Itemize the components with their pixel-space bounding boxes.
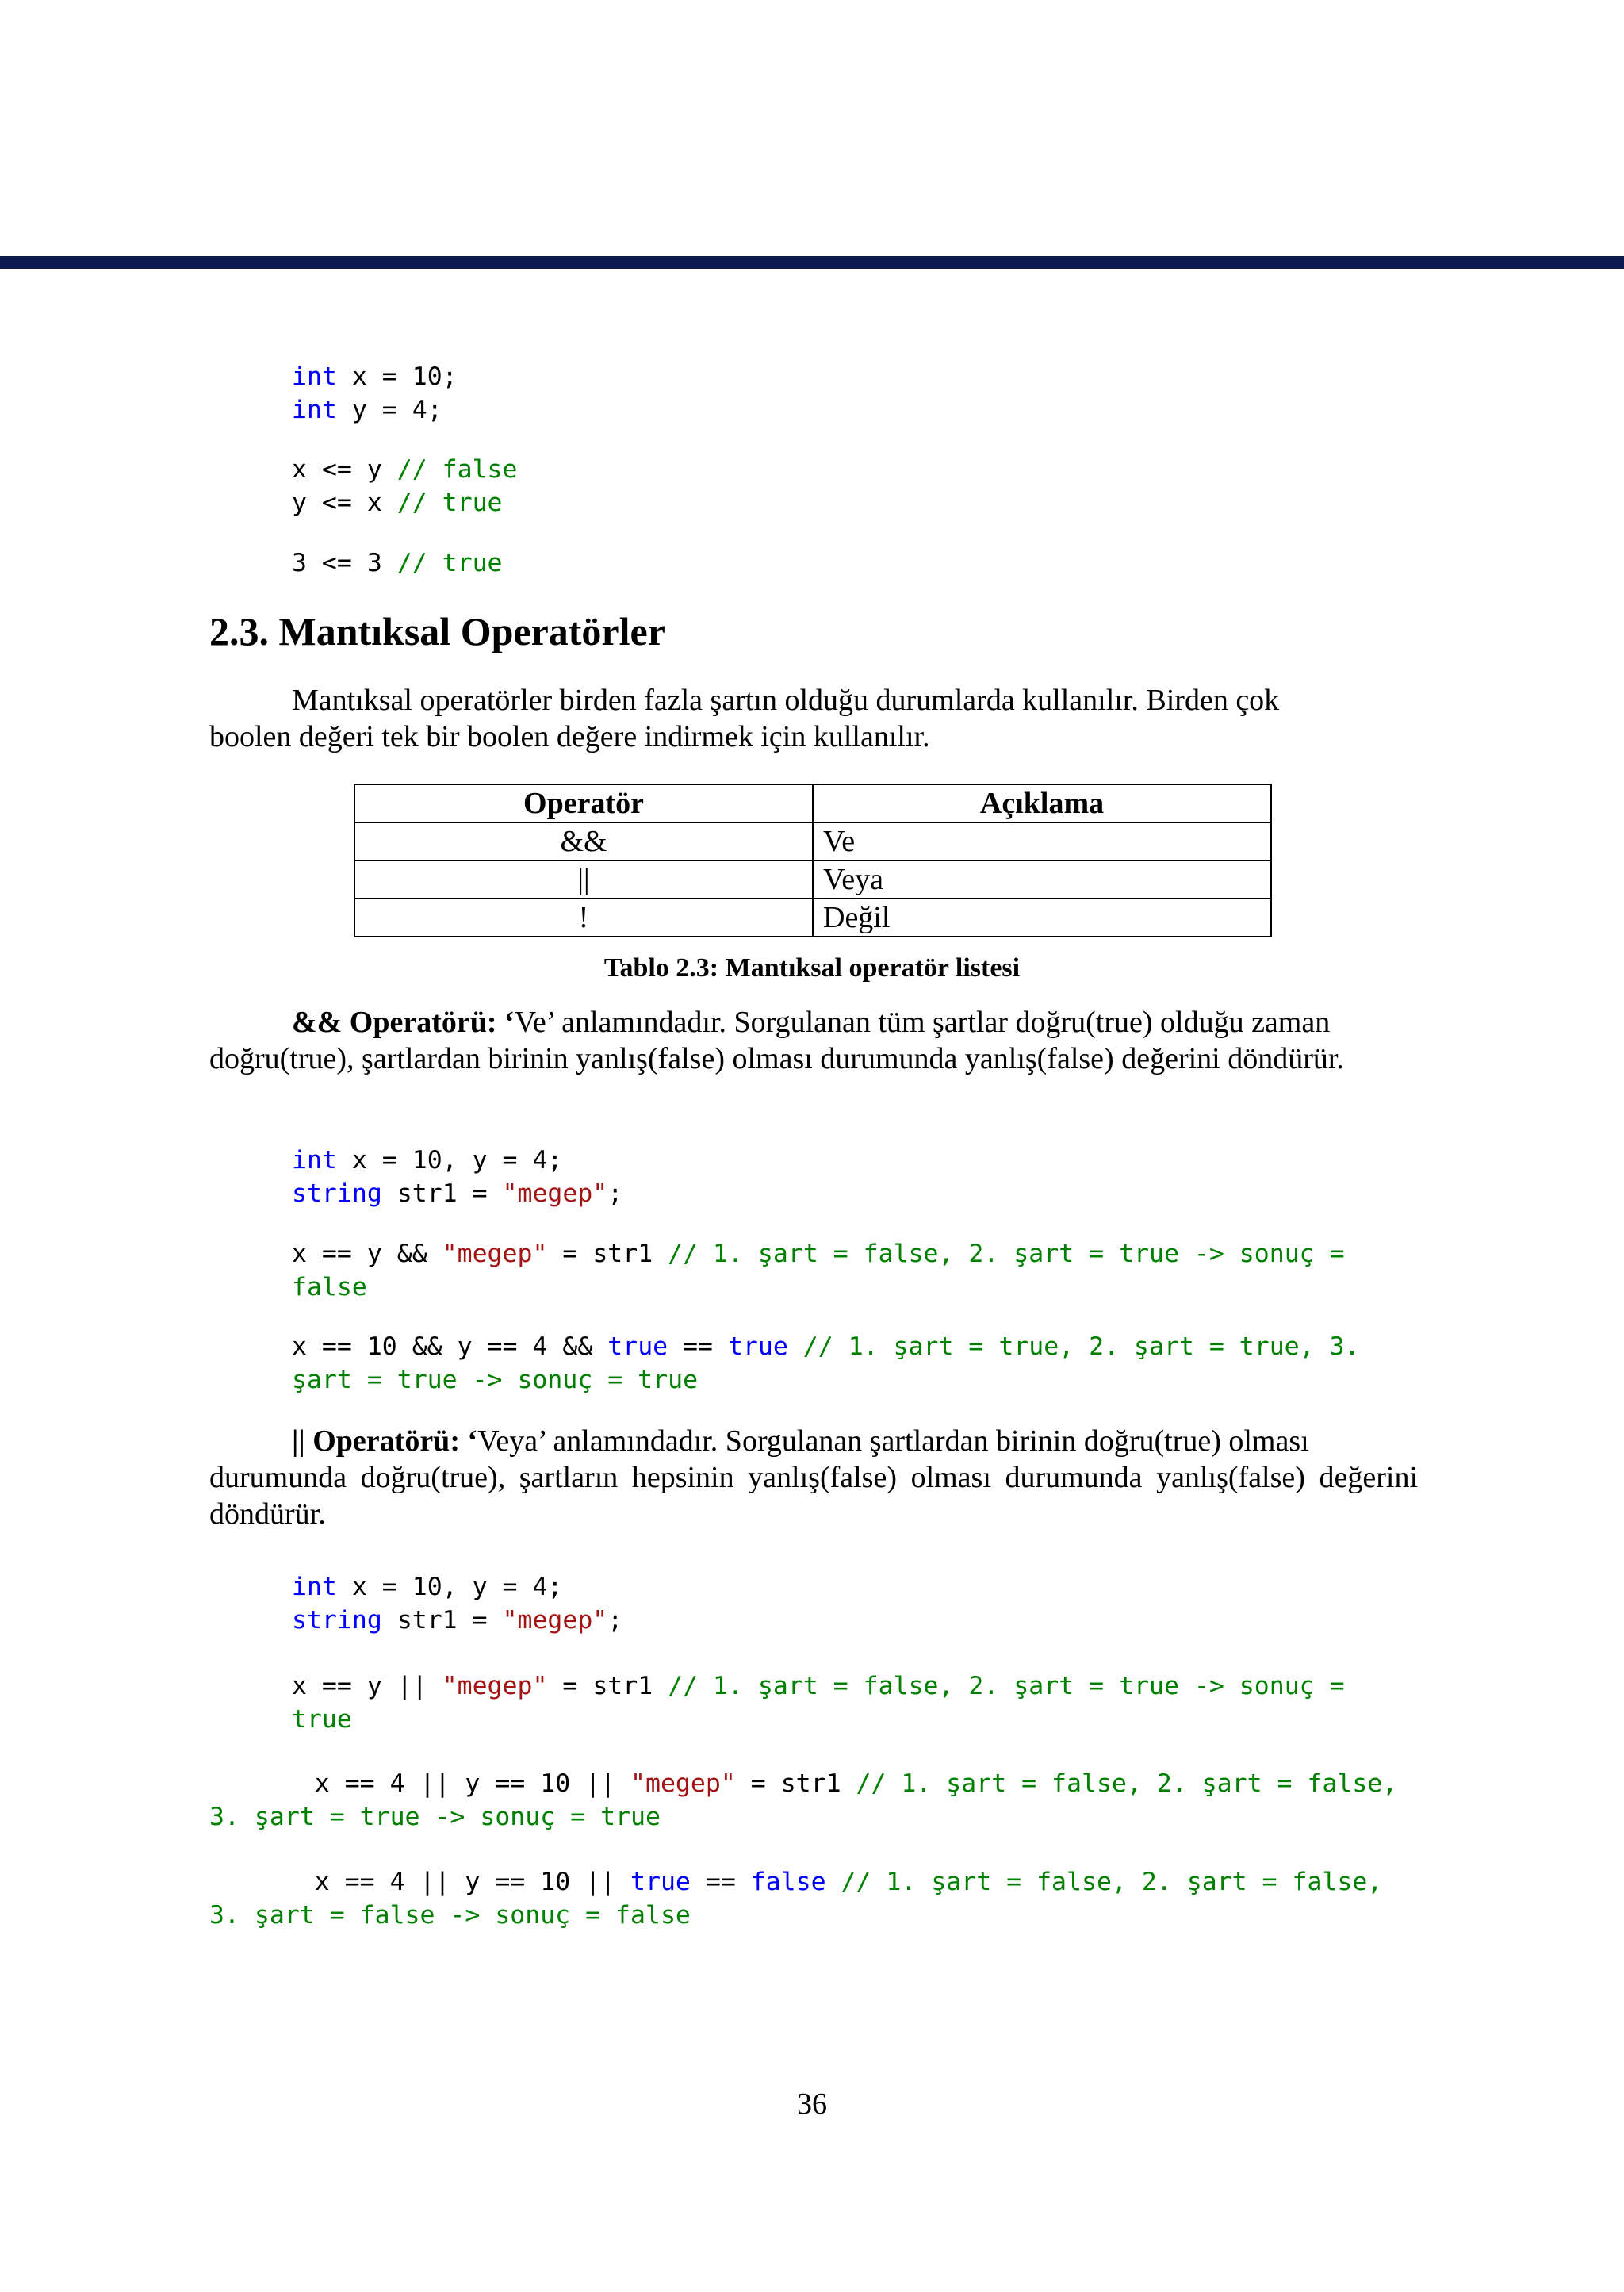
code-text: y = 4; bbox=[336, 396, 442, 424]
table-row bbox=[354, 899, 1271, 937]
or-paragraph-first-line bbox=[209, 1423, 1418, 1459]
or-paragraph-text: durumunda doğru(true), şartların hepsinin yanlış(false) olması durumunda yanlış(false) değerini döndürür. bbox=[209, 1461, 1418, 1531]
code-comment: false bbox=[292, 1273, 367, 1301]
code-comment: // 1. şart = false, 2. şart = false, bbox=[825, 1868, 1383, 1896]
code-comment: // true bbox=[396, 549, 503, 577]
code-string: "megep" bbox=[502, 1179, 608, 1208]
code-keyword: string bbox=[292, 1606, 382, 1635]
code-block-and-declarations bbox=[292, 1144, 622, 1210]
code-text: == bbox=[668, 1332, 728, 1361]
code-text: x == y || bbox=[292, 1672, 442, 1700]
code-comment: şart = true -> sonuç = true bbox=[292, 1366, 699, 1394]
operator-table bbox=[354, 784, 1272, 937]
code-indent bbox=[209, 1769, 315, 1798]
page-number: 36 bbox=[797, 2087, 827, 2121]
code-text: x = 10, y = 4; bbox=[336, 1146, 563, 1175]
table-cell-description: Veya bbox=[813, 860, 1271, 899]
code-text: 3 <= 3 bbox=[292, 549, 397, 577]
code-comment: // 1. şart = false, 2. şart = false, bbox=[856, 1769, 1398, 1798]
code-comment: 3. şart = true -> sonuç = true bbox=[209, 1803, 661, 1831]
code-keyword: true bbox=[727, 1332, 788, 1361]
code-keyword: string bbox=[292, 1179, 382, 1208]
and-operator-paragraph bbox=[209, 1004, 1418, 1077]
code-keyword: true bbox=[630, 1868, 691, 1896]
code-keyword: int bbox=[292, 1573, 337, 1601]
code-keyword: int bbox=[292, 396, 337, 424]
code-block-comparisons bbox=[292, 453, 517, 519]
table-header: Operatör bbox=[354, 784, 813, 822]
code-comment: // false bbox=[396, 455, 518, 484]
code-text: x <= y bbox=[292, 455, 397, 484]
code-comment: // 1. şart = false, 2. şart = true -> sonuç = bbox=[668, 1240, 1345, 1268]
code-block-or-example-2 bbox=[209, 1767, 1397, 1834]
table-cell-description: Değil bbox=[813, 899, 1271, 937]
and-paragraph-text: Ve’ anlamındadır. Sorgulanan tüm şartlar doğru(true) olduğu zaman bbox=[514, 1006, 1331, 1039]
table-row bbox=[354, 860, 1271, 899]
code-block-or-example-3 bbox=[209, 1865, 1382, 1932]
table-cell-operator: && bbox=[354, 822, 813, 860]
and-paragraph-text: doğru(true), şartlardan birinin yanlış(false) olması durumunda yanlış(false) değerini döndürür. bbox=[209, 1042, 1344, 1075]
code-keyword: true bbox=[607, 1332, 668, 1361]
or-operator-label: || Operatörü: ‘ bbox=[292, 1424, 478, 1458]
table-caption: Tablo 2.3: Mantıksal operatör listesi bbox=[603, 953, 1021, 983]
table-header: Açıklama bbox=[813, 784, 1271, 822]
code-text: = str1 bbox=[735, 1769, 856, 1798]
code-text: ; bbox=[607, 1606, 623, 1635]
code-block-declarations bbox=[292, 360, 458, 427]
code-block-or-example-1 bbox=[292, 1669, 1345, 1736]
code-text: = str1 bbox=[547, 1672, 668, 1700]
or-operator-paragraph bbox=[209, 1423, 1418, 1532]
code-comment: // 1. şart = true, 2. şart = true, 3. bbox=[787, 1332, 1360, 1361]
code-string: "megep" bbox=[442, 1672, 548, 1700]
code-comment: // true bbox=[396, 489, 503, 517]
header-bar bbox=[0, 256, 1624, 269]
code-text: str1 = bbox=[381, 1606, 503, 1635]
intro-line: boolen değeri tek bir boolen değere indirmek için kullanılır. bbox=[209, 720, 930, 753]
code-text: x == 10 && y == 4 && bbox=[292, 1332, 608, 1361]
code-keyword: int bbox=[292, 1146, 337, 1175]
code-comment: 3. şart = false -> sonuç = false bbox=[209, 1901, 691, 1930]
code-text: x = 10, y = 4; bbox=[336, 1573, 563, 1601]
code-text: y <= x bbox=[292, 489, 397, 517]
table-cell-operator: || bbox=[354, 860, 813, 899]
code-block-literal-compare bbox=[292, 546, 503, 580]
code-string: "megep" bbox=[502, 1606, 608, 1635]
code-text: = str1 bbox=[547, 1240, 668, 1268]
code-text: ; bbox=[607, 1179, 623, 1208]
intro-line: Mantıksal operatörler birden fazla şartın olduğu durumlarda kullanılır. Birden çok bbox=[292, 684, 1280, 717]
table-cell-description: Ve bbox=[813, 822, 1271, 860]
code-text: x == y && bbox=[292, 1240, 442, 1268]
table-header-row bbox=[354, 784, 1271, 822]
and-operator-label: && Operatörü: ‘ bbox=[292, 1006, 515, 1039]
intro-paragraph bbox=[209, 682, 1418, 755]
code-string: "megep" bbox=[442, 1240, 548, 1268]
code-comment: // 1. şart = false, 2. şart = true -> sonuç = bbox=[668, 1672, 1345, 1700]
code-block-and-example-2 bbox=[292, 1330, 1360, 1397]
and-paragraph-first-line bbox=[209, 1004, 1418, 1041]
code-text: == bbox=[690, 1868, 751, 1896]
code-indent bbox=[209, 1868, 315, 1896]
code-text: str1 = bbox=[381, 1179, 503, 1208]
code-string: "megep" bbox=[630, 1769, 736, 1798]
or-paragraph-text: Veya’ anlamındadır. Sorgulanan şartlardan birinin doğru(true) olması bbox=[477, 1424, 1309, 1458]
code-keyword: int bbox=[292, 362, 337, 391]
code-text: x = 10; bbox=[336, 362, 458, 391]
table-cell-operator: ! bbox=[354, 899, 813, 937]
table-row bbox=[354, 822, 1271, 860]
section-heading: 2.3. Mantıksal Operatörler bbox=[209, 609, 665, 653]
code-block-or-declarations bbox=[292, 1570, 622, 1637]
code-text: x == 4 || y == 10 || bbox=[314, 1769, 631, 1798]
code-comment: true bbox=[292, 1705, 352, 1734]
code-block-and-example-1 bbox=[292, 1237, 1345, 1304]
code-keyword: false bbox=[750, 1868, 826, 1896]
code-text: x == 4 || y == 10 || bbox=[314, 1868, 631, 1896]
